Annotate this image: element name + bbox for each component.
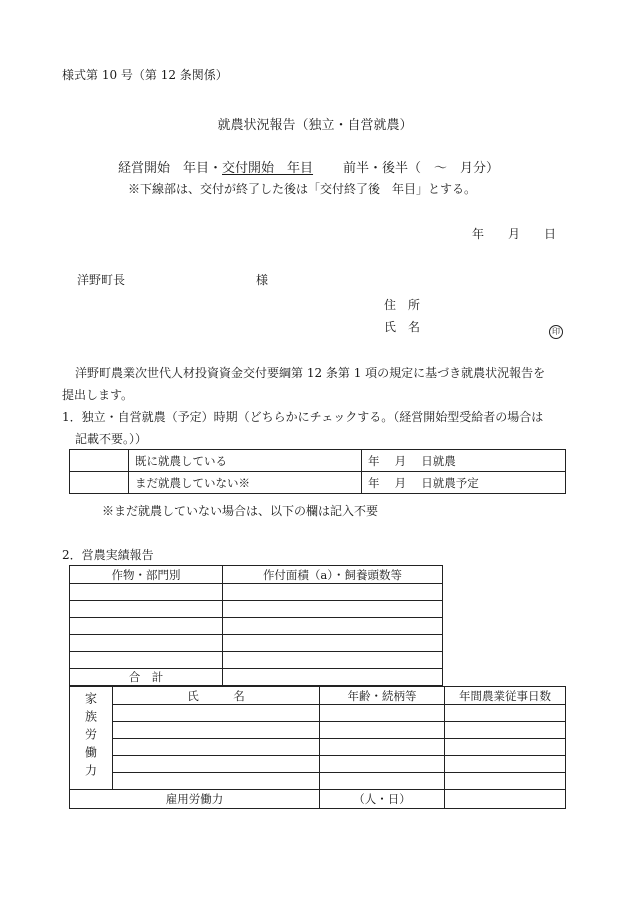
section2-heading: 2．営農実績報告 [62,548,154,562]
member-age-cell[interactable] [320,722,445,739]
member-name-cell[interactable] [113,722,320,739]
crop-header-item: 作物・部門別 [70,566,223,584]
area-cell[interactable] [223,601,443,618]
area-cell[interactable] [223,584,443,601]
date-already[interactable]: 年 月 日就農 [362,450,566,472]
area-total-cell[interactable] [223,669,443,686]
date-not-yet[interactable]: 年 月 日就農予定 [362,472,566,494]
member-name-cell[interactable] [113,773,320,790]
table-row [70,566,443,584]
area-cell[interactable] [223,652,443,669]
table-row [70,687,566,705]
table-row [70,652,443,669]
member-days-cell[interactable] [445,722,566,739]
crop-table [69,565,443,686]
member-age-cell[interactable] [320,739,445,756]
period-line [118,157,499,176]
period-start: 経営開始 年目・ [118,161,223,176]
member-days-cell[interactable] [445,739,566,756]
table-row [70,756,566,773]
table-row [70,450,566,472]
table-row [70,722,566,739]
status-already: 既に就農している [129,450,362,472]
member-age-cell[interactable] [320,756,445,773]
seal-mark [549,319,563,339]
table-row [70,739,566,756]
underline-note: ※下線部は、交付が終了した後は「交付終了後 年目」とする。 [128,182,477,196]
member-days-cell[interactable] [445,705,566,722]
crop-cell[interactable] [70,652,223,669]
table-row [70,584,443,601]
member-age-cell[interactable] [320,705,445,722]
member-days-cell[interactable] [445,756,566,773]
table-row [70,618,443,635]
period-half: 前半・後半（ ～ 月分） [343,161,500,176]
form-number: 様式第 10 号（第 12 条関係） [62,68,228,82]
family-labor-label: 家族労働力 [83,691,98,782]
family-labor-cell [70,687,113,790]
member-age-cell[interactable] [320,773,445,790]
addressee-name: 洋野町長 [77,273,126,287]
seal-icon: 印 [549,325,563,339]
hired-labor-unit: （人・日） [320,790,445,809]
labor-table [69,686,566,809]
crop-cell[interactable] [70,618,223,635]
status-not-yet: まだ就農していない※ [129,472,362,494]
checkbox-cell-already[interactable] [70,450,129,472]
period-underlined: 交付開始 年目 [222,161,314,176]
member-name-cell[interactable] [113,739,320,756]
name-label: 氏 名 [384,320,421,334]
addressee-honorific: 様 [256,273,269,287]
intro-line-2: 提出します。 [62,388,134,402]
hired-labor-days-cell[interactable] [445,790,566,809]
intro-line-1: 洋野町農業次世代人材投資資金交付要綱第 12 条第 1 項の規定に基づき就農状況報告を [75,366,546,380]
member-name-cell[interactable] [113,705,320,722]
area-cell[interactable] [223,618,443,635]
crop-header-area: 作付面積（a）・飼養頭数等 [223,566,443,584]
table-row [70,705,566,722]
report-date: 年 月 日 [472,227,557,241]
table-row [70,601,443,618]
checkbox-cell-not-yet[interactable] [70,472,129,494]
page-title: 就農状況報告（独立・自営就農） [217,118,413,133]
hired-labor-label: 雇用労働力 [70,790,320,809]
section1-heading-cont: 記載不要。）） [75,432,148,446]
address-label: 住 所 [384,298,421,312]
member-days-cell[interactable] [445,773,566,790]
labor-header-age: 年齢・続柄等 [320,687,445,705]
table-row [70,790,566,809]
crop-total-label: 合 計 [70,669,223,686]
section1-heading: 1．独立・自営就農（予定）時期（どちらかにチェックする。（経営開始型受給者の場合は [62,410,544,424]
crop-cell[interactable] [70,584,223,601]
crop-cell[interactable] [70,601,223,618]
table-row [70,669,443,686]
table-row [70,635,443,652]
table-row [70,773,566,790]
farming-start-table [69,449,566,494]
area-cell[interactable] [223,635,443,652]
labor-header-days: 年間農業従事日数 [445,687,566,705]
section1-note: ※まだ就農していない場合は、以下の欄は記入不要 [102,504,379,518]
table-row [70,472,566,494]
labor-header-name: 氏 名 [113,687,320,705]
crop-cell[interactable] [70,635,223,652]
member-name-cell[interactable] [113,756,320,773]
